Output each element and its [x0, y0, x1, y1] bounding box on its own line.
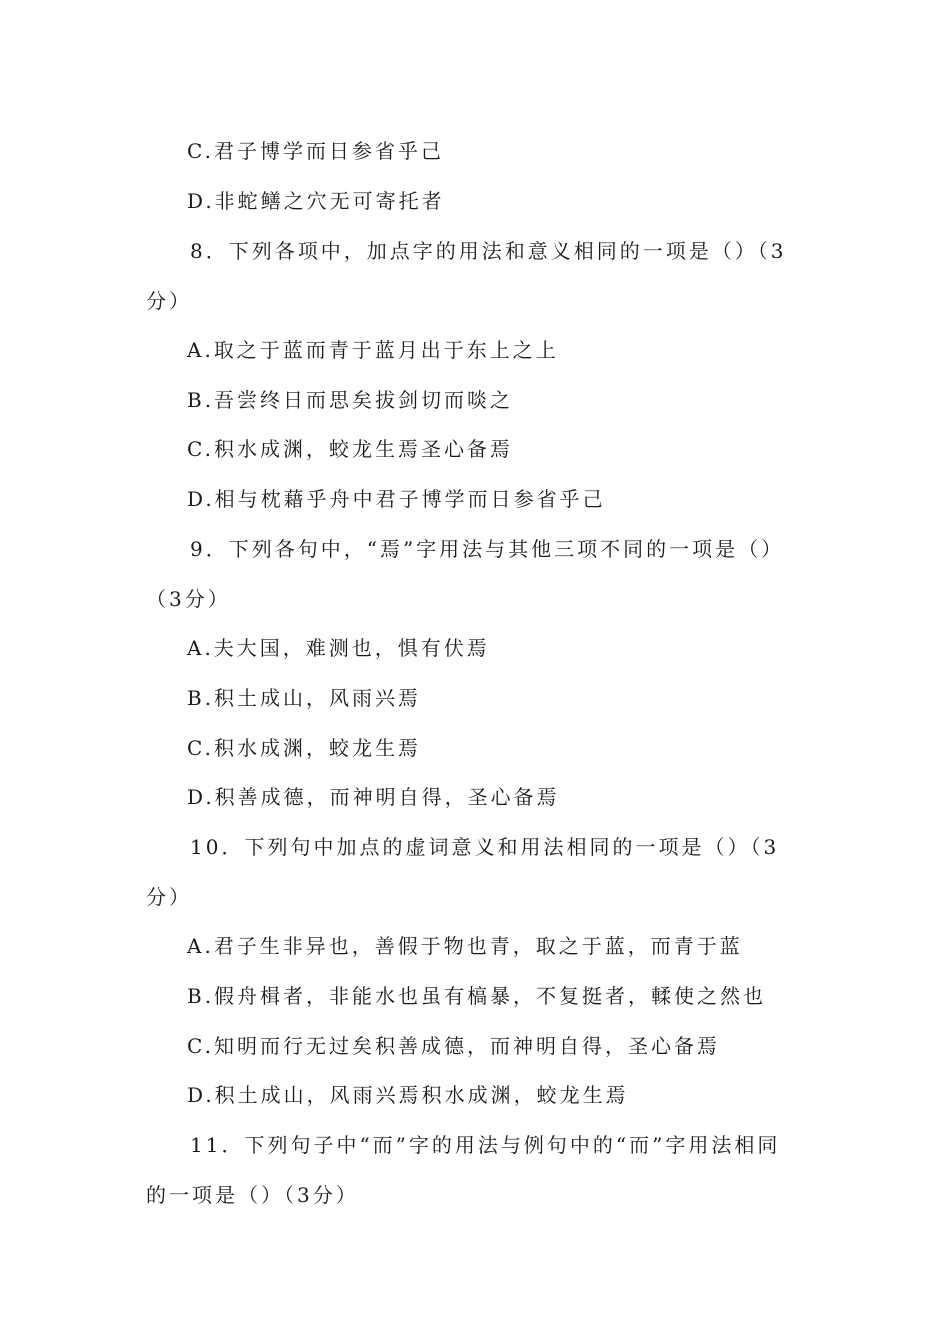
question-continuation: 分） [146, 885, 192, 909]
option-line: A.君子生非异也，善假于物也青，取之于蓝，而青于蓝 [187, 934, 743, 958]
option-line: B.吾尝终日而思矣拔剑切而啖之 [187, 388, 514, 412]
question-continuation: 的一项是（）（3分） [146, 1183, 359, 1207]
option-line: D.非蛇鳝之穴无可寄托者 [187, 189, 445, 213]
option-line: C.积水成渊，蛟龙生焉 [187, 736, 421, 760]
option-line: A.取之于蓝而青于蓝月出于东上之上 [187, 338, 559, 362]
question-line: 9．下列各句中，“焉”字用法与其他三项不同的一项是（） [190, 537, 785, 561]
question-continuation: （3分） [146, 587, 231, 611]
option-line: C.积水成渊，蛟龙生焉圣心备焉 [187, 437, 513, 461]
option-line: B.积土成山，风雨兴焉 [187, 686, 422, 710]
option-line: C.知明而行无过矣积善成德，而神明自得，圣心备焉 [187, 1034, 720, 1058]
option-line: C.君子博学而日参省乎己 [187, 139, 444, 163]
option-line: D.积善成德，而神明自得，圣心备焉 [187, 785, 560, 809]
option-line: A.夫大国，难测也，惧有伏焉 [187, 636, 490, 660]
option-line: D.相与枕藉乎舟中君子博学而日参省乎己 [187, 487, 606, 511]
question-line: 11．下列句子中“而”字的用法与例句中的“而”字用法相同 [190, 1133, 781, 1157]
question-continuation: 分） [146, 289, 192, 313]
option-line: D.积土成山，风雨兴焉积水成渊，蛟龙生焉 [187, 1083, 629, 1107]
option-line: B.假舟楫者，非能水也虽有槁暴，不复挺者，輮使之然也 [187, 984, 767, 1008]
question-line: 8．下列各项中，加点字的用法和意义相同的一项是（）（3 [190, 239, 787, 263]
question-line: 10．下列句中加点的虚词意义和用法相同的一项是（）（3 [190, 835, 780, 859]
